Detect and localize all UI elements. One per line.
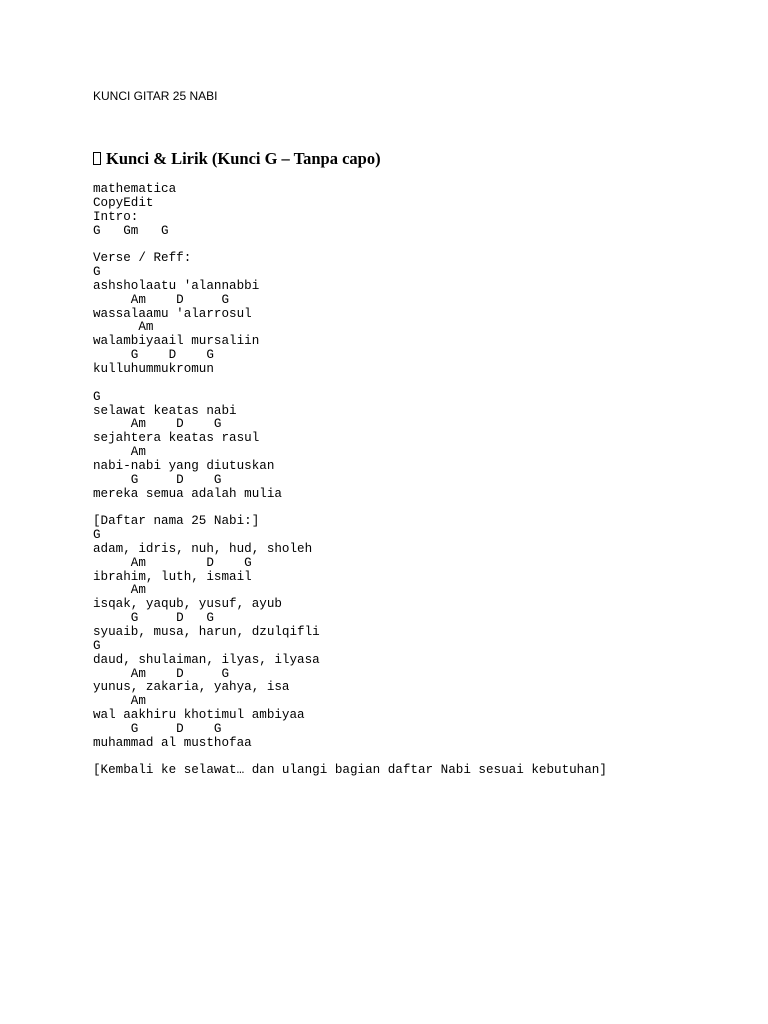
section-heading <box>93 149 381 169</box>
chord-lyrics-block <box>93 183 607 778</box>
section-heading-text: Kunci & Lirik (Kunci G – Tanpa capo) <box>106 149 381 168</box>
code-line: adam, idris, nuh, hud, sholeh <box>93 541 313 556</box>
code-line: Am D G <box>93 666 230 681</box>
code-line: mathematica <box>93 182 177 196</box>
code-line: Intro: <box>93 209 139 224</box>
code-line: G <box>93 389 101 404</box>
code-line: G <box>93 528 101 543</box>
code-line <box>93 238 607 252</box>
code-line: Am <box>93 320 154 335</box>
code-line <box>93 751 607 765</box>
missing-glyph-icon <box>93 152 101 165</box>
code-line: kulluhummukromun <box>93 361 214 376</box>
code-line: [Daftar nama 25 Nabi:] <box>93 514 260 529</box>
code-line: [Kembali ke selawat… dan ulangi bagian daftar Nabi sesuai kebutuhan] <box>93 763 607 778</box>
code-line: Am D G <box>93 292 230 307</box>
code-line: walambiyaail mursaliin <box>93 334 260 349</box>
code-line: G <box>93 638 101 653</box>
code-line: CopyEdit <box>93 195 154 210</box>
code-line: muhammad al musthofaa <box>93 735 252 750</box>
code-line: daud, shulaiman, ilyas, ilyasa <box>93 652 320 667</box>
code-line <box>93 501 607 515</box>
code-line: G <box>93 265 101 280</box>
document-header: KUNCI GITAR 25 NABI <box>93 89 218 103</box>
code-line: G D G <box>93 472 222 487</box>
code-line: Am D G <box>93 417 222 432</box>
code-line: ashsholaatu 'alannabbi <box>93 278 260 293</box>
code-line: G D G <box>93 721 222 736</box>
code-line <box>93 377 607 391</box>
code-line: Am <box>93 445 146 460</box>
code-line: Am <box>93 694 146 709</box>
code-line: G D G <box>93 611 214 626</box>
code-line: nabi-nabi yang diutuskan <box>93 458 275 473</box>
code-line: G D G <box>93 348 214 363</box>
code-line: syuaib, musa, harun, dzulqifli <box>93 625 320 639</box>
code-line: yunus, zakaria, yahya, isa <box>93 680 290 695</box>
code-line: Am D G <box>93 555 252 570</box>
code-line: selawat keatas nabi <box>93 403 237 418</box>
code-line: Am <box>93 583 146 598</box>
code-line: wal aakhiru khotimul ambiyaa <box>93 708 305 723</box>
code-line: mereka semua adalah mulia <box>93 486 282 501</box>
code-line: wassalaamu 'alarrosul <box>93 306 252 321</box>
code-line: sejahtera keatas rasul <box>93 431 260 446</box>
code-line: Verse / Reff: <box>93 251 192 266</box>
code-line: ibrahim, luth, ismail <box>93 569 252 584</box>
code-line: G Gm G <box>93 223 169 238</box>
code-line: isqak, yaqub, yusuf, ayub <box>93 597 282 612</box>
